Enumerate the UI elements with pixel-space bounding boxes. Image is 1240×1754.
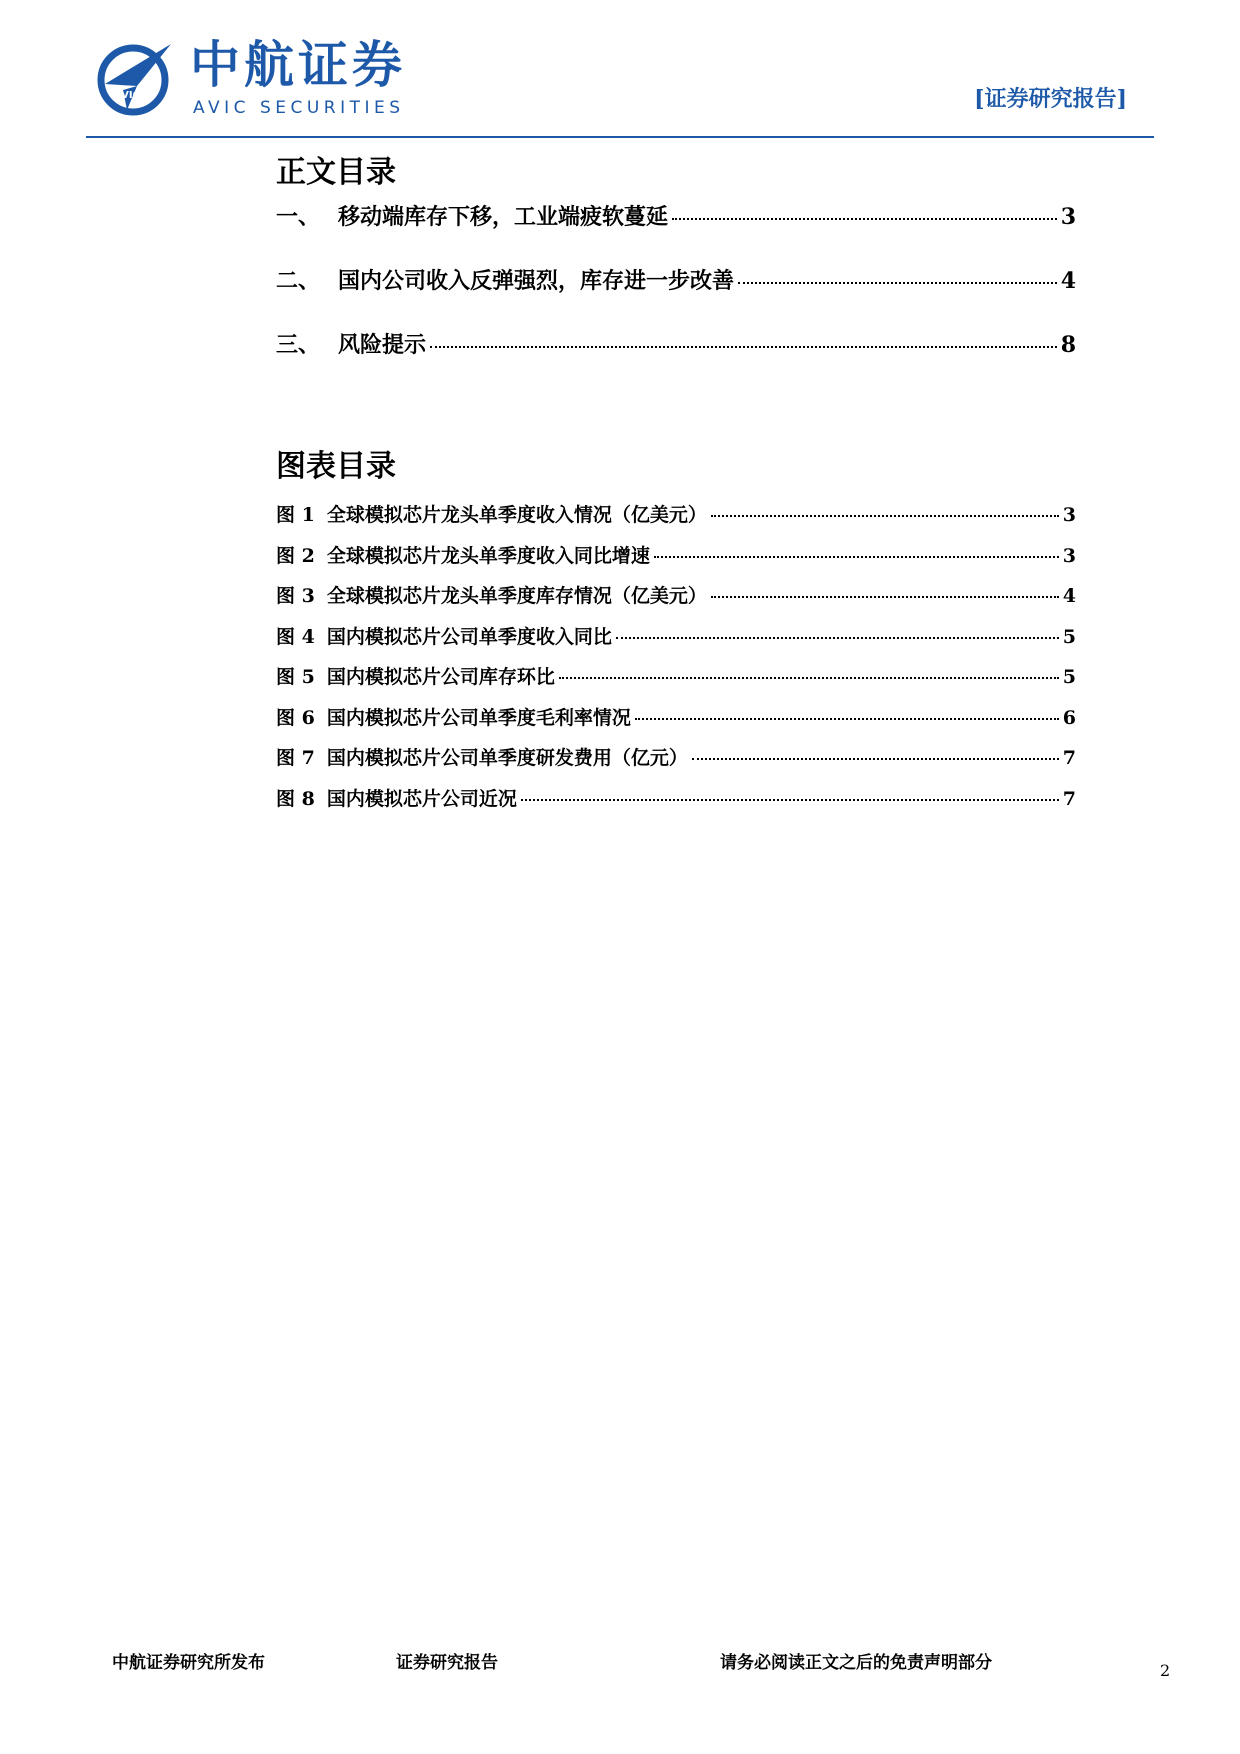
toc-entry-number: 一、	[276, 204, 321, 230]
main-toc-list	[276, 200, 1076, 392]
figure-toc-entry[interactable]	[276, 622, 1076, 663]
toc-leader-dots	[711, 515, 1059, 517]
header-divider	[86, 136, 1154, 138]
figure-toc-entry[interactable]	[276, 743, 1076, 784]
toc-leader-dots	[616, 637, 1059, 639]
figure-page: 6	[1062, 706, 1076, 729]
toc-entry-number: 三、	[276, 332, 321, 358]
toc-leader-dots	[635, 718, 1059, 720]
toc-entry[interactable]	[276, 200, 1076, 264]
report-type-tag: [证券研究报告]	[974, 86, 1127, 112]
toc-entry-page: 8	[1060, 332, 1076, 358]
toc-entry-text: 国内公司收入反弹强烈，库存进一步改善	[338, 268, 735, 294]
toc-leader-dots	[692, 758, 1059, 760]
figure-toc-entry[interactable]	[276, 662, 1076, 703]
toc-entry-number: 二、	[276, 268, 321, 294]
figure-page: 7	[1062, 787, 1076, 810]
footer-publisher: 中航证券研究所发布	[112, 1653, 265, 1673]
figure-page: 5	[1062, 625, 1076, 648]
figure-caption: 全球模拟芯片龙头单季度库存情况（亿美元）	[326, 585, 707, 607]
figure-page: 7	[1062, 747, 1076, 769]
toc-entry-text: 移动端库存下移，工业端疲软蔓延	[338, 204, 669, 230]
figure-toc-entry[interactable]	[276, 500, 1076, 541]
figure-toc-list	[276, 500, 1076, 824]
figure-toc-title: 图表目录	[276, 449, 396, 484]
page-header	[0, 0, 1240, 140]
toc-leader-dots	[559, 677, 1059, 679]
figure-page: 3	[1062, 544, 1076, 567]
figure-caption: 全球模拟芯片龙头单季度收入同比增速	[326, 544, 650, 567]
toc-entry[interactable]	[276, 264, 1076, 328]
figure-toc-entry[interactable]	[276, 784, 1076, 825]
footer-disclaimer: 请务必阅读正文之后的免责声明部分	[720, 1653, 992, 1673]
figure-toc-entry[interactable]	[276, 581, 1076, 622]
figure-number: 图 2	[276, 544, 315, 567]
toc-entry-page: 3	[1060, 204, 1076, 230]
figure-page: 4	[1062, 585, 1076, 607]
logo-english-name: AVIC SECURITIES	[193, 98, 405, 118]
figure-number: 图 4	[276, 625, 315, 648]
figure-number: 图 1	[276, 504, 315, 526]
figure-number: 图 3	[276, 585, 315, 607]
figure-toc-entry[interactable]	[276, 703, 1076, 744]
toc-leader-dots	[430, 346, 1057, 348]
toc-leader-dots	[672, 218, 1057, 220]
figure-number: 图 5	[276, 666, 315, 688]
figure-caption: 全球模拟芯片龙头单季度收入情况（亿美元）	[326, 504, 707, 526]
main-toc-title: 正文目录	[276, 155, 396, 190]
logo-chinese-name: 中航证券	[190, 36, 406, 94]
figure-caption: 国内模拟芯片公司近况	[326, 787, 517, 810]
avic-logo-icon	[97, 40, 173, 116]
figure-number: 图 8	[276, 787, 315, 810]
figure-page: 3	[1062, 504, 1076, 526]
figure-caption: 国内模拟芯片公司单季度研发费用（亿元）	[326, 747, 688, 769]
page-number: 2	[1160, 1661, 1171, 1680]
toc-leader-dots	[654, 556, 1059, 558]
toc-leader-dots	[711, 596, 1059, 598]
toc-leader-dots	[738, 282, 1057, 284]
footer-report-type: 证券研究报告	[396, 1653, 498, 1673]
page-footer	[0, 1655, 1240, 1695]
figure-number: 图 6	[276, 706, 315, 729]
toc-entry-page: 4	[1060, 268, 1076, 294]
figure-toc-entry[interactable]	[276, 541, 1076, 582]
figure-caption: 国内模拟芯片公司单季度毛利率情况	[326, 706, 631, 729]
figure-number: 图 7	[276, 747, 315, 769]
figure-caption: 国内模拟芯片公司单季度收入同比	[326, 625, 612, 648]
toc-leader-dots	[521, 799, 1059, 801]
logo-badge-text: AVIC	[114, 90, 140, 101]
figure-page: 5	[1062, 666, 1076, 688]
toc-entry-text: 风险提示	[338, 332, 427, 358]
toc-entry[interactable]	[276, 328, 1076, 392]
figure-caption: 国内模拟芯片公司库存环比	[326, 666, 555, 688]
